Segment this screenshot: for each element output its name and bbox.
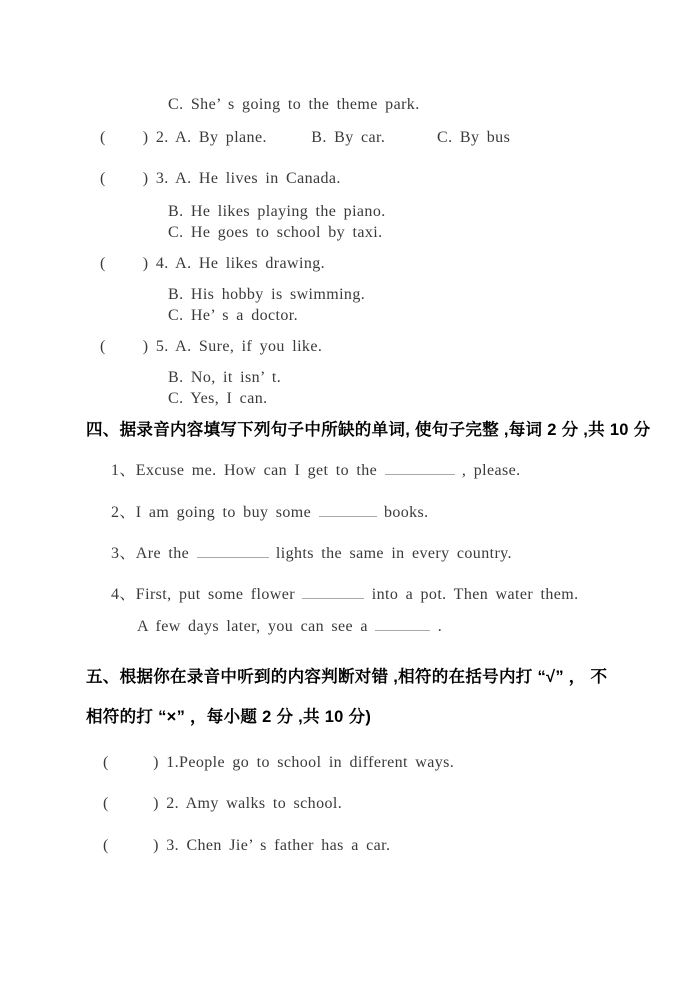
section-four-heading: 四、据录音内容填写下列句子中所缺的单词, 使句子完整 ,每词 2 分 ,共 10 分 bbox=[86, 421, 651, 439]
fill-item-4 bbox=[111, 585, 578, 605]
section-five-heading-line1: 五、根据你在录音中听到的内容判断对错 ,相符的在括号内打 “√” ， 不 bbox=[86, 668, 608, 686]
fill-item-2-post: books. bbox=[376, 504, 429, 521]
fill-item-3-post: lights the same in every country. bbox=[268, 545, 512, 562]
fill-item-4-blank bbox=[302, 585, 364, 599]
fill-item-3-pre: 3、Are the bbox=[111, 545, 197, 562]
fill-item-1-blank bbox=[385, 461, 455, 475]
fill-item-1-pre: 1、Excuse me. How can I get to the bbox=[111, 462, 385, 479]
choice-q5-option-a: ( ) 5. A. Sure, if you like. bbox=[100, 338, 323, 355]
choice-q3-option-c: C. He goes to school by taxi. bbox=[168, 224, 383, 241]
fill-item-4-pre: 4、First, put some flower bbox=[111, 586, 303, 603]
choice-q5-option-b: B. No, it isn’ t. bbox=[168, 369, 282, 386]
judge-item-1: ( ) 1.People go to school in different ways. bbox=[103, 754, 455, 771]
choice-q4-option-c: C. He’ s a doctor. bbox=[168, 307, 298, 324]
choice-q1-option-c: C. She’ s going to the theme park. bbox=[168, 96, 420, 113]
fill-item-4b-blank bbox=[375, 617, 430, 631]
fill-item-4b-post: . bbox=[430, 618, 443, 635]
fill-item-3-blank bbox=[197, 544, 269, 558]
fill-item-2-blank bbox=[319, 503, 377, 517]
choice-q2: ( ) 2. A. By plane. B. By car. C. By bus bbox=[100, 129, 511, 146]
fill-item-1-post: , please. bbox=[454, 462, 521, 479]
fill-item-1 bbox=[111, 461, 521, 481]
judge-item-2: ( ) 2. Amy walks to school. bbox=[103, 795, 343, 812]
choice-q3-option-a: ( ) 3. A. He lives in Canada. bbox=[100, 170, 341, 187]
choice-q3-option-b: B. He likes playing the piano. bbox=[168, 203, 386, 220]
fill-item-4-continuation bbox=[137, 617, 442, 637]
fill-item-3 bbox=[111, 544, 512, 564]
fill-item-2-pre: 2、I am going to buy some bbox=[111, 504, 319, 521]
fill-item-4-post: into a pot. Then water them. bbox=[364, 586, 579, 603]
fill-item-4b-pre: A few days later, you can see a bbox=[137, 618, 376, 635]
fill-item-2 bbox=[111, 503, 429, 523]
section-five-heading-line2: 相符的打 “×” ，每小题 2 分 ,共 10 分) bbox=[86, 708, 372, 726]
choice-q4-option-b: B. His hobby is swimming. bbox=[168, 286, 366, 303]
judge-item-3: ( ) 3. Chen Jie’ s father has a car. bbox=[103, 837, 391, 854]
choice-q5-option-c: C. Yes, I can. bbox=[168, 390, 268, 407]
choice-q4-option-a: ( ) 4. A. He likes drawing. bbox=[100, 255, 326, 272]
